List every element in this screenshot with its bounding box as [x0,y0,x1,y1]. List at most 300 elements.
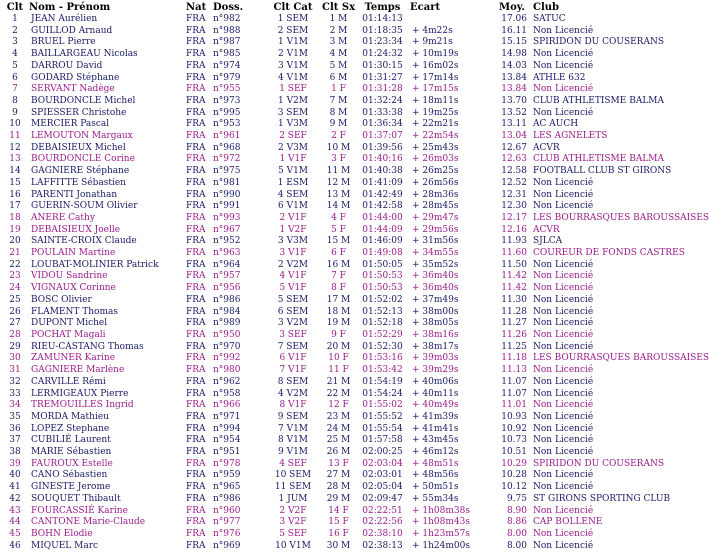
table-row [1,108,679,120]
cell-clt-sx: 4 F [331,212,346,223]
cell-nat: FRA [186,517,206,528]
cell-nat: FRA [186,318,206,329]
cell-moy: 8.00 [506,540,527,551]
cell-clt: 7 [12,84,18,95]
cell-club: Non Licencié [533,306,594,317]
table-row [1,143,679,155]
cell-clt-sx: 26 M [326,447,351,458]
cell-doss: n°964 [213,259,241,270]
cell-clt: 45 [9,528,21,539]
cell-moy: 8.00 [506,528,527,539]
table-row [1,459,679,471]
cell-ecart: + 9m21s [412,37,453,48]
cell-doss: n°990 [213,189,241,200]
cell-clt-sx: 6 M [329,72,348,83]
cell-temps: 01:31:28 [362,84,403,95]
cell-clt: 5 [12,60,18,71]
cell-ecart: + 34m55s [412,248,459,259]
cell-clt: 32 [9,376,21,387]
cell-moy: 10.12 [501,482,527,493]
cell-nat: FRA [186,107,206,118]
cell-club: Non Licencié [533,283,594,294]
cell-nat: FRA [186,212,206,223]
cell-temps: 01:55:02 [362,400,403,411]
cell-club: ATHLE 632 [533,72,586,83]
cell-ecart: + 41m41s [412,423,459,434]
cell-moy: 11.30 [501,294,527,305]
cell-doss: n°954 [213,435,241,446]
cell-ecart: + 17m15s [412,84,459,95]
cell-clt-cat: 2 V1M [277,49,309,60]
cell-temps: 02:38:13 [362,540,403,551]
cell-name: CUBILIÉ Laurent [31,435,111,446]
cell-nat: FRA [186,447,206,458]
cell-ecart: + 22m54s [412,131,459,142]
cell-doss: n°991 [213,201,241,212]
cell-clt-sx: 1 F [331,84,346,95]
cell-name: CANO Sébastien [31,470,108,481]
cell-doss: n°973 [213,95,241,106]
cell-clt-cat: 2 V3M [277,142,309,153]
cell-moy: 11.26 [501,329,527,340]
cell-doss: n°974 [213,60,241,71]
cell-clt-cat: 2 V2M [277,259,309,270]
cell-ecart: + 35m52s [412,259,459,270]
cell-club: AC AUCH [533,119,579,130]
cell-doss: n°960 [213,505,241,516]
col-header-nat: Nat [186,1,207,13]
cell-doss: n°961 [213,131,241,142]
col-header-clt-sx: Clt Sx [322,1,356,13]
cell-club: Non Licencié [533,411,594,422]
cell-ecart: + 40m06s [412,376,459,387]
cell-doss: n°951 [213,447,241,458]
cell-name: JEAN Aurélien [31,14,98,24]
table-row [1,96,679,108]
cell-club: Non Licencié [533,482,594,493]
cell-clt: 15 [9,177,21,188]
cell-clt: 21 [9,248,21,259]
cell-moy: 12.17 [501,212,527,223]
cell-clt-sx: 13 F [328,458,349,469]
cell-clt: 20 [9,236,21,247]
cell-temps: 01:31:27 [362,72,403,83]
col-header-ecart: Ecart [410,1,441,13]
cell-temps: 01:30:15 [362,60,403,71]
cell-clt-cat: 5 V1M [277,166,309,177]
cell-clt: 37 [9,435,21,446]
cell-clt-sx: 1 M [329,14,348,24]
cell-moy: 10.28 [501,470,527,481]
cell-name: CARVILLE Rémi [31,376,106,387]
cell-moy: 11.01 [501,400,527,411]
cell-moy: 10.51 [501,447,527,458]
cell-clt-sx: 16 F [328,528,349,539]
cell-clt-sx: 27 M [326,470,351,481]
cell-clt: 23 [9,271,21,282]
cell-nat: FRA [186,248,206,259]
cell-club: LES AGNELETS [533,131,608,142]
cell-ecart: + 36m40s [412,271,459,282]
cell-nat: FRA [186,400,206,411]
cell-ecart: + 18m11s [412,95,459,106]
cell-clt-cat: 9 SEM [277,411,309,422]
cell-moy: 14.98 [501,49,527,60]
cell-moy: 14.03 [501,60,527,71]
cell-temps: 01:32:24 [362,95,403,106]
cell-name: FOURCASSIÉ Karine [31,505,128,516]
cell-name: MORDA Mathieu [31,411,109,422]
table-row [1,248,679,260]
cell-clt-cat: 8 V1M [277,435,309,446]
cell-name: DUPONT Michel [31,318,108,329]
table-row [1,541,679,553]
cell-name: FLAMENT Thomas [31,306,118,317]
cell-doss: n°981 [213,177,241,188]
cell-temps: 02:22:51 [362,505,403,516]
cell-ecart: + 37m49s [412,294,459,305]
table-row [1,517,679,529]
cell-clt-cat: 3 V1M [277,60,309,71]
cell-clt-cat: 10 V1M [275,540,311,551]
table-row [1,61,679,73]
cell-club: Non Licencié [533,107,594,118]
cell-clt-sx: 14 F [328,505,349,516]
cell-club: Non Licencié [533,294,594,305]
cell-club: Non Licencié [533,25,594,36]
cell-moy: 11.28 [501,306,527,317]
cell-nat: FRA [186,353,206,364]
cell-doss: n°958 [213,388,241,399]
cell-name: LOPEZ Stephane [31,423,110,434]
col-header-clt: Clt [6,1,24,13]
cell-doss: n°967 [213,224,241,235]
cell-name: GAGNIERE Marlène [31,365,125,376]
cell-name: RIEU-CASTANG Thomas [31,341,144,352]
table-row [1,494,679,506]
cell-clt-cat: 1 V2F [279,224,307,235]
cell-club: Non Licencié [533,84,594,95]
cell-club: Non Licencié [533,470,594,481]
cell-clt-sx: 9 F [331,329,346,340]
cell-name: CANTONE Marie-Claude [31,517,146,528]
table-row [1,225,679,237]
cell-clt-cat: 1 ESM [277,177,309,188]
cell-nat: FRA [186,505,206,516]
cell-temps: 01:14:13 [362,14,403,24]
cell-clt: 44 [9,517,21,528]
cell-clt-sx: 3 F [331,154,346,165]
cell-clt: 35 [9,411,21,422]
cell-ecart: + 29m47s [412,212,459,223]
cell-clt-cat: 7 SEM [277,341,309,352]
cell-clt-cat: 3 V2M [277,318,309,329]
cell-clt-sx: 5 M [329,60,348,71]
table-row [1,365,679,377]
cell-moy: 10.93 [501,411,527,422]
cell-temps: 01:53:42 [362,365,403,376]
cell-clt: 19 [9,224,21,235]
cell-moy: 13.70 [501,95,527,106]
cell-name: ZAMUNER Karine [31,353,116,364]
cell-clt-sx: 21 M [326,376,351,387]
cell-club: Non Licencié [533,341,594,352]
cell-clt-cat: 5 SEM [277,294,309,305]
cell-doss: n°984 [213,306,241,317]
cell-clt-cat: 3 V3M [277,236,309,247]
cell-club: SJLCA [533,236,563,247]
cell-nat: FRA [186,60,206,71]
cell-clt-cat: 3 V2F [279,517,307,528]
cell-club: Non Licencié [533,189,594,200]
cell-ecart: + 1h08m43s [412,517,470,528]
table-row [1,49,679,61]
cell-ecart: + 4m22s [412,25,453,36]
cell-name: SERVANT Nadège [31,84,115,95]
cell-club: Non Licencié [533,329,594,340]
col-header-temps: Temps [364,1,401,13]
cell-moy: 11.60 [501,248,527,259]
cell-name: LOUBAT-MOLINIER Patrick [31,259,159,270]
cell-ecart: + 40m11s [412,388,459,399]
cell-nat: FRA [186,142,206,153]
cell-nat: FRA [186,49,206,60]
cell-moy: 12.31 [501,189,527,200]
cell-nat: FRA [186,14,206,24]
cell-doss: n°992 [213,353,241,364]
cell-clt-cat: 4 V1F [279,271,307,282]
cell-temps: 01:55:54 [362,423,403,434]
cell-ecart: + 17m14s [412,72,459,83]
cell-clt: 17 [9,201,21,212]
cell-clt: 34 [9,400,21,411]
cell-clt: 6 [12,72,18,83]
cell-nat: FRA [186,119,206,130]
cell-doss: n°950 [213,329,241,340]
cell-club: Non Licencié [533,376,594,387]
cell-clt-sx: 22 M [326,388,351,399]
cell-clt: 10 [9,119,21,130]
cell-doss: n°986 [213,294,241,305]
cell-clt-sx: 11 F [328,365,349,376]
cell-clt: 13 [9,154,21,165]
cell-temps: 01:50:53 [362,271,403,282]
cell-clt-cat: 1 V1M [277,37,309,48]
cell-doss: n°994 [213,423,241,434]
cell-name: DEBAISIEUX Michel [31,142,126,153]
cell-name: ANERE Cathy [31,212,95,223]
cell-moy: 8.90 [506,505,527,516]
cell-clt-sx: 7 F [331,271,346,282]
cell-clt-cat: 4 SEM [277,189,309,200]
cell-clt-sx: 2 F [331,131,346,142]
col-header-club: Club [533,1,560,13]
cell-clt: 11 [9,131,21,142]
cell-moy: 13.11 [501,119,527,130]
cell-temps: 01:50:53 [362,283,403,294]
cell-doss: n°970 [213,341,241,352]
cell-doss: n°986 [213,493,241,504]
cell-clt-cat: 8 SEM [277,376,309,387]
cell-moy: 12.67 [501,142,527,153]
cell-ecart: + 46m12s [412,447,459,458]
cell-doss: n°957 [213,271,241,282]
cell-name: BAILLARGEAU Nicolas [31,49,138,60]
cell-name: BRUEL Pierre [31,37,96,48]
cell-clt-cat: 6 V1F [279,353,307,364]
cell-nat: FRA [186,271,206,282]
cell-moy: 12.30 [501,201,527,212]
cell-name: BOHN Elodie [31,528,93,539]
cell-clt-sx: 10 F [328,353,349,364]
cell-temps: 01:37:07 [362,131,403,142]
cell-nat: FRA [186,329,206,340]
cell-name: LAFFITTE Sébastien [31,177,126,188]
cell-nat: FRA [186,482,206,493]
cell-moy: 12.52 [501,177,527,188]
cell-ecart: + 55m34s [412,493,459,504]
cell-clt: 14 [9,166,21,177]
table-row [1,131,679,143]
cell-doss: n°988 [213,25,241,36]
table-row [1,435,679,447]
cell-clt-sx: 11 M [326,166,351,177]
cell-temps: 01:40:16 [362,154,403,165]
cell-ecart: + 19m25s [412,107,459,118]
table-row [1,271,679,283]
table-row [1,389,679,401]
cell-name: BOURDONCLE Corine [31,154,135,165]
cell-club: Non Licencié [533,201,594,212]
cell-moy: 12.63 [501,154,527,165]
cell-clt-sx: 20 M [326,341,351,352]
cell-doss: n°989 [213,318,241,329]
cell-name: SPIESSER Christohe [31,107,127,118]
cell-club: SPIRIDON DU COUSERANS [533,37,665,48]
cell-club: LES BOURRASQUES BAROUSSAISES [533,212,709,223]
cell-clt-cat: 10 SEM [274,470,312,481]
cell-moy: 11.13 [501,365,527,376]
cell-nat: FRA [186,95,206,106]
cell-clt-cat: 7 V1F [279,365,307,376]
cell-nat: FRA [186,236,206,247]
cell-doss: n°980 [213,365,241,376]
cell-name: GUERIN-SOUM Olivier [31,201,138,212]
cell-name: LEMOUTON Margaux [31,131,133,142]
cell-name: MIQUEL Marc [31,540,99,551]
table-row [1,166,679,178]
cell-clt: 26 [9,306,21,317]
cell-moy: 17.06 [501,14,527,24]
cell-clt: 8 [12,95,18,106]
cell-club: Non Licencié [533,60,594,71]
table-row [1,295,679,307]
cell-temps: 02:38:10 [362,528,403,539]
cell-club: ACVR [533,142,560,153]
cell-temps: 02:03:04 [362,458,403,469]
cell-nat: FRA [186,411,206,422]
cell-ecart: + 1h23m57s [412,528,470,539]
cell-name: LERMIGEAUX Pierre [31,388,129,399]
cell-temps: 02:00:25 [362,447,403,458]
cell-clt-cat: 1 SEF [279,84,307,95]
cell-club: Non Licencié [533,435,594,446]
table-row [1,377,679,389]
cell-temps: 02:05:04 [362,482,403,493]
cell-moy: 11.27 [501,318,527,329]
cell-nat: FRA [186,493,206,504]
cell-moy: 15.15 [501,37,527,48]
cell-doss: n°968 [213,142,241,153]
cell-clt-sx: 30 M [326,540,351,551]
cell-moy: 10.73 [501,435,527,446]
cell-clt-sx: 19 M [326,318,351,329]
cell-temps: 01:52:18 [362,318,403,329]
cell-name: TREMOUILLES Ingrid [31,400,134,411]
cell-ecart: + 39m29s [412,365,459,376]
cell-doss: n°987 [213,37,241,48]
cell-clt: 30 [9,353,21,364]
cell-nat: FRA [186,72,206,83]
cell-clt-sx: 25 M [326,435,351,446]
cell-clt-sx: 7 M [329,95,348,106]
cell-club: Non Licencié [533,271,594,282]
col-header-clt-cat: Clt Cat [273,1,313,13]
cell-clt-cat: 3 SEM [277,107,309,118]
col-header-name: Nom - Prénom [29,1,111,13]
cell-doss: n°976 [213,528,241,539]
cell-clt: 31 [9,365,21,376]
cell-nat: FRA [186,294,206,305]
cell-clt: 42 [9,493,21,504]
cell-moy: 11.18 [501,353,527,364]
cell-ecart: + 38m17s [412,341,459,352]
cell-nat: FRA [186,166,206,177]
cell-clt-cat: 1 SEM [277,14,309,24]
cell-clt-cat: 1 V2M [277,95,309,106]
cell-clt-sx: 5 F [331,224,346,235]
table-row [1,506,679,518]
cell-clt-cat: 2 SEM [277,25,309,36]
cell-moy: 8.86 [506,517,527,528]
table-row [1,447,679,459]
cell-name: POULAIN Martine [31,248,116,259]
table-row [1,236,679,248]
cell-nat: FRA [186,388,206,399]
cell-name: POCHAT Magali [31,329,106,340]
table-row [1,190,679,202]
cell-name: SOUQUET Thibault [31,493,121,504]
cell-club: Non Licencié [533,177,594,188]
cell-ecart: + 40m49s [412,400,459,411]
cell-clt-cat: 1 V3M [277,119,309,130]
table-row [1,342,679,354]
cell-nat: FRA [186,435,206,446]
cell-temps: 01:24:32 [362,49,403,60]
table-row [1,119,679,131]
cell-club: Non Licencié [533,388,594,399]
cell-temps: 01:50:05 [362,259,403,270]
cell-nat: FRA [186,84,206,95]
cell-moy: 11.07 [501,388,527,399]
cell-temps: 01:40:38 [362,166,403,177]
table-row [1,318,679,330]
cell-clt: 18 [9,212,21,223]
cell-clt-cat: 1 JUM [278,493,308,504]
cell-club: Non Licencié [533,400,594,411]
cell-club: Non Licencié [533,318,594,329]
table-row [1,307,679,319]
